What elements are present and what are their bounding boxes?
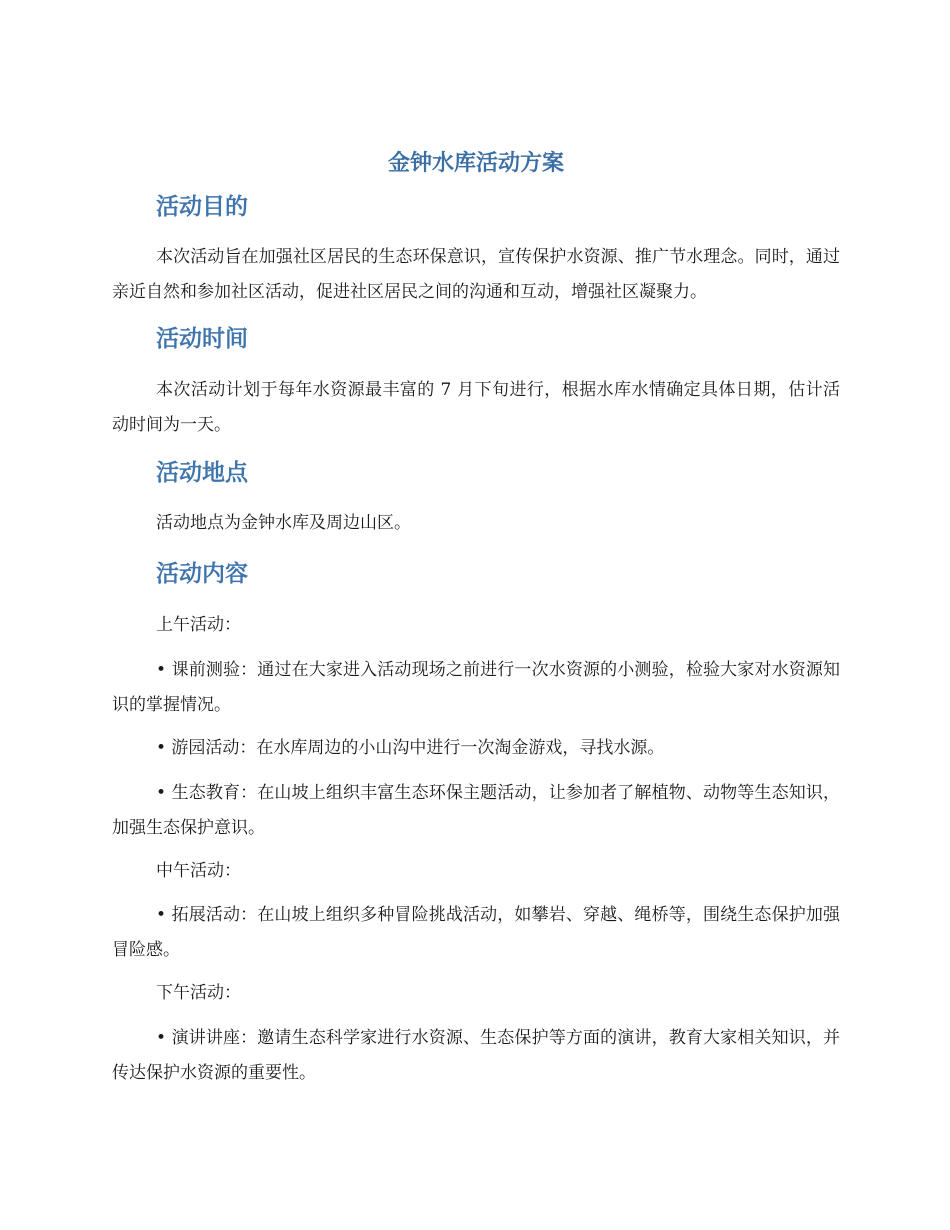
heading-time: 活动时间	[156, 326, 248, 352]
paragraph-purpose: 本次活动旨在加强社区居民的生态环保意识，宣传保护水资源、推广节水理念。同时，通过亲近自然和参加社区活动，促进社区居民之间的沟通和互动，增强社区凝聚力。	[112, 247, 840, 302]
noon-item-expansion: • 拓展活动：在山坡上组织多种冒险挑战活动，如攀岩、穿越、绳桥等，围绕生态保护加强冒险感。	[112, 905, 840, 960]
document-title: 金钟水库活动方案	[387, 151, 564, 176]
paragraph-location: 活动地点为金钟水库及周边山区。	[156, 513, 411, 533]
morning-item-eco-education: • 生态教育：在山坡上组织丰富生态环保主题活动，让参加者了解植物、动物等生态知识，加强生态保护意识。	[112, 783, 840, 838]
morning-label: 上午活动：	[156, 615, 241, 635]
afternoon-item-lecture: • 演讲讲座：邀请生态科学家进行水资源、生态保护等方面的演讲，教育大家相关知识，并传达保护水资源的重要性。	[112, 1028, 840, 1083]
heading-purpose: 活动目的	[156, 194, 248, 220]
morning-item-garden: • 游园活动：在水库周边的小山沟中进行一次淘金游戏，寻找水源。	[156, 738, 665, 758]
noon-label: 中午活动：	[156, 861, 241, 881]
paragraph-time: 本次活动计划于每年水资源最丰富的 7 月下旬进行，根据水库水情确定具体日期，估计活动时间为一天。	[112, 380, 840, 435]
heading-location: 活动地点	[156, 460, 248, 486]
heading-content: 活动内容	[156, 561, 248, 587]
morning-item-quiz: • 课前测验：通过在大家进入活动现场之前进行一次水资源的小测验，检验大家对水资源知识的掌握情况。	[112, 660, 840, 715]
afternoon-label: 下午活动：	[156, 983, 241, 1003]
